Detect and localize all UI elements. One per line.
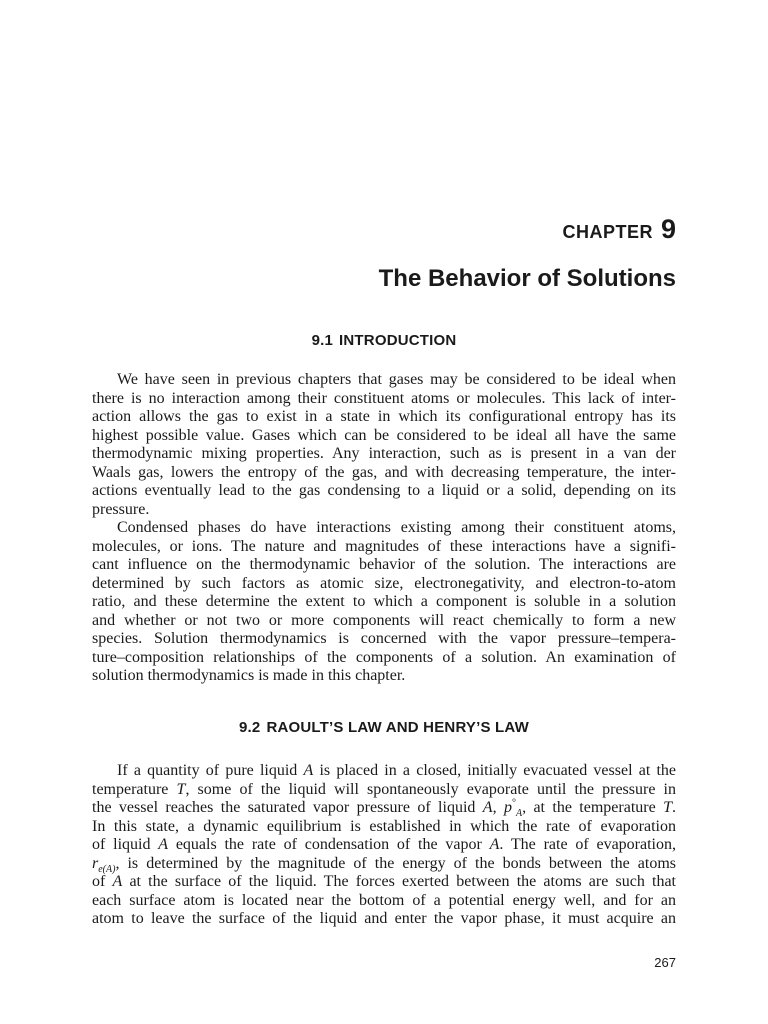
section-title: RAOULT’S LAW AND HENRY’S LAW <box>266 719 529 736</box>
text-line: cant influence on the thermodynamic behavior of the solution. The interactions are <box>92 556 676 573</box>
text-line: atom to leave the surface of the liquid and enter the vapor phase, it must acquire an <box>92 910 676 927</box>
text-line: ture–composition relationships of the components of a solution. An examination of <box>92 648 676 666</box>
section-heading-raoults-law <box>92 719 676 736</box>
text-line: of liquid A equals the rate of condensation of the vapor A. The rate of evaporation, <box>92 836 676 853</box>
text-line: Waals gas, lowers the entropy of the gas, and with decreasing temperature, the inter- <box>92 463 676 481</box>
text-line: determined by such factors as atomic size, electronegativity, and electron-to-atom <box>92 574 676 592</box>
text-line: and whether or not two or more components will react chemically to form a new <box>92 611 676 629</box>
page-number: 267 <box>654 955 676 970</box>
introduction-text <box>92 371 676 686</box>
text-line: there is no interaction among their constituent atoms or molecules. This lack of inter- <box>92 389 676 407</box>
section-title: INTRODUCTION <box>339 332 457 349</box>
text-line: If a quantity of pure liquid A is placed in a closed, initially evacuated vessel at the <box>117 762 677 779</box>
text-line: pressure. <box>92 500 150 518</box>
chapter-number: 9 <box>660 214 676 244</box>
text-line: action allows the gas to exist in a state in which its configurational entropy has its <box>92 408 676 425</box>
chapter-label <box>562 214 676 245</box>
text-line: temperature T, some of the liquid will spontaneously evaporate until the pressure in <box>92 780 676 798</box>
text-line: $r_{e(A)}$, is determined by the magnitude of the energy of the bonds between the atoms <box>92 854 676 875</box>
text-line: each surface atom is located near the bottom of a potential energy well, and for an <box>92 891 676 909</box>
text-line: thermodynamic mixing properties. Any interaction, such as is present in a van der <box>92 445 676 462</box>
text-line: Condensed phases do have interactions existing among their constituent atoms, <box>117 519 676 536</box>
text-line: actions eventually lead to the gas condensing to a liquid or a solid, depending on its <box>92 482 676 499</box>
text-line: of A at the surface of the liquid. The forces exerted between the atoms are such that <box>92 873 676 890</box>
text-line: We have seen in previous chapters that gases may be considered to be ideal when <box>117 371 676 388</box>
raoults-law-text <box>92 762 676 929</box>
section-number: 9.2 <box>239 719 261 736</box>
section-heading-introduction <box>92 332 676 349</box>
text-line: molecules, or ions. The nature and magnitudes of these interactions have a signifi- <box>92 537 676 555</box>
chapter-word: CHAPTER <box>562 222 653 242</box>
text-line: solution thermodynamics is made in this chapter. <box>92 667 406 684</box>
chapter-title: The Behavior of Solutions <box>378 265 676 292</box>
text-line: species. Solution thermodynamics is concerned with the vapor pressure–tempera- <box>92 630 676 647</box>
text-line: ratio, and these determine the extent to which a component is soluble in a solution <box>92 593 676 610</box>
text-line: the vessel reaches the saturated vapor pressure of liquid A, $p^\circ_A$, at the temperature T. <box>92 797 677 820</box>
text-line: In this state, a dynamic equilibrium is established in which the rate of evaporation <box>92 817 676 835</box>
section-number: 9.1 <box>311 332 334 349</box>
text-line: highest possible value. Gases which can be considered to be ideal all have the same <box>92 426 676 444</box>
